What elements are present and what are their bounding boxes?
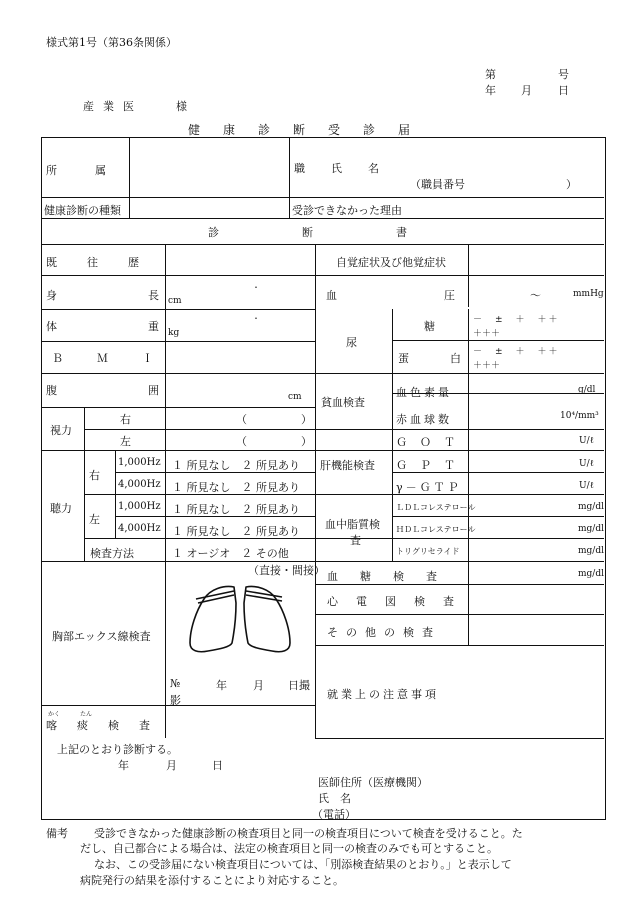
vision-left-close: ）: [301, 435, 312, 448]
hearing-r-1000-result: １ 所見なし ２ 所見あり: [172, 459, 300, 472]
staff-number-label: （職員番号: [410, 178, 465, 191]
vision-left-open: （: [236, 435, 247, 448]
footer-year: 年: [118, 759, 129, 772]
rbc-label: 赤血球数: [396, 413, 452, 426]
urine-sugar-label: 糖: [424, 320, 435, 333]
form-title: 健康診断受診届: [188, 123, 434, 137]
footer-day: 日: [212, 759, 223, 772]
chest-shot: 影: [170, 694, 181, 707]
chest-xray-label: 胸部エックス線検査: [52, 630, 151, 643]
bmi-label: ＢＭＩ: [52, 352, 187, 365]
tg-unit: mg/dl: [578, 546, 604, 556]
doctor-phone-label: （電話）: [312, 808, 356, 821]
urine-sugar-scale: － ± ＋ ＋＋: [473, 315, 560, 325]
addressee: 産業医: [83, 100, 143, 113]
got-label: ＧＯＴ: [396, 436, 468, 449]
vision-left: 左: [120, 435, 131, 448]
hearing-right: 右: [89, 469, 100, 482]
ggtp-label: γ－ＧＴＰ: [396, 481, 462, 494]
hearing-l-1000-result: １ 所見なし ２ 所見あり: [172, 503, 300, 516]
height-label-2: 長: [148, 289, 159, 302]
hearing-r-4000-result: １ 所見なし ２ 所見あり: [172, 481, 300, 494]
hearing-l-4000-result: １ 所見なし ２ 所見あり: [172, 525, 300, 538]
ggtp-unit: U/ℓ: [579, 481, 594, 491]
exam-type-label: 健康診断の種類: [44, 204, 121, 217]
vision-label: 視力: [50, 424, 72, 437]
tg-label: トリグリセライド: [396, 547, 460, 556]
weight-label-1: 体: [46, 320, 57, 333]
hdl-unit: mg/dl: [578, 524, 604, 534]
staff-number-close: ）: [566, 178, 577, 191]
lipid-label-1: 血中脂質検: [325, 518, 380, 531]
diagnosis-statement: 上記のとおり診断する。: [57, 743, 178, 756]
ldl-label: ＬＤＬコレステロール: [396, 503, 476, 512]
addressee-suffix: 様: [176, 100, 187, 113]
anemia-label: 貧血検査: [321, 396, 365, 409]
doctor-address-label: 医師住所（医療機関）: [318, 776, 428, 789]
blood-sugar-unit: mg/dl: [578, 569, 604, 579]
hearing-left: 左: [89, 513, 100, 526]
date-month: 月: [521, 84, 532, 97]
sputum-ruby-2: たん: [80, 711, 93, 718]
missed-reason-label: 受診できなかった理由: [292, 204, 402, 217]
hearing-r-1000: 1,000Hz: [118, 457, 161, 468]
symptoms-label: 自覚症状及び他覚症状: [336, 256, 446, 269]
ldl-unit: mg/dl: [578, 502, 604, 512]
notes-line-4: 病院発行の結果を添付することにより対応すること。: [80, 874, 344, 887]
urine-protein-label-2: 白: [450, 352, 461, 365]
bp-label-1: 血: [326, 289, 337, 302]
lung-diagram-icon: [186, 577, 298, 657]
blood-sugar-label: 血糖検査: [327, 570, 459, 583]
got-unit: U/ℓ: [579, 436, 594, 446]
affiliation-label: 所属: [46, 164, 144, 177]
position-name-label: 職氏名: [294, 162, 405, 175]
vision-right: 右: [120, 413, 131, 426]
height-dot: ・: [252, 283, 260, 292]
date-year: 年: [485, 84, 496, 97]
urine-protein-scale: － ± ＋ ＋＋: [473, 347, 560, 357]
chest-mode: （直接・間接）: [248, 564, 325, 577]
history-label: 既往歴: [46, 256, 169, 269]
bp-tilde: ～: [530, 289, 541, 302]
rbc-unit: 10⁴/mm³: [560, 411, 599, 421]
other-exam-label: その他の検査: [327, 626, 441, 639]
notes-line-1: 受診できなかった健康診断の検査項目と同一の検査項目について検査を受けること。た: [94, 827, 523, 840]
section-title: 診断書: [208, 226, 490, 239]
doc-no-suffix: 号: [558, 68, 569, 81]
date-day: 日: [558, 84, 569, 97]
height-unit: cm: [168, 296, 182, 306]
lipid-label-2: 査: [350, 534, 361, 547]
weight-unit: kg: [168, 328, 180, 338]
form-number: 様式第1号（第36条関係）: [46, 36, 177, 49]
hearing-method-label: 検査方法: [90, 547, 134, 560]
sputum-label: 喀痰検査: [46, 719, 170, 732]
sputum-ruby-1: かく: [48, 711, 61, 718]
chest-month: 月: [253, 679, 264, 692]
vision-right-open: （: [236, 413, 247, 426]
hearing-r-4000: 4,000Hz: [118, 479, 161, 490]
chest-year: 年: [216, 679, 227, 692]
bp-unit: mmHg: [573, 289, 604, 299]
notes-line-2: だし、自己都合による場合は、法定の検査項目と同一の検査のみでも可とすること。: [80, 842, 498, 855]
waist-label-1: 腹: [46, 384, 57, 397]
urine-sugar-scale-2: ＋＋＋: [473, 329, 501, 339]
urine-protein-label-1: 蛋: [398, 352, 409, 365]
hearing-l-1000: 1,000Hz: [118, 501, 161, 512]
hearing-label: 聴力: [50, 502, 72, 515]
weight-dot: ・: [252, 314, 260, 323]
gpt-unit: U/ℓ: [579, 459, 594, 469]
chest-day-shot: 日撮: [288, 679, 310, 692]
hb-label: 血色素量: [396, 386, 452, 399]
doctor-name-label: 氏 名: [318, 792, 351, 805]
doc-no-label: 第: [485, 68, 496, 81]
hearing-l-4000: 4,000Hz: [118, 523, 161, 534]
waist-label-2: 囲: [148, 384, 159, 397]
urine-protein-scale-2: ＋＋＋: [473, 361, 501, 371]
gpt-label: ＧＰＴ: [396, 459, 468, 472]
chest-no-label: №: [170, 677, 181, 690]
work-note-label: 就業上の注意事項: [327, 688, 439, 701]
bp-label-2: 圧: [444, 289, 455, 302]
hdl-label: ＨＤＬコレステロール: [396, 525, 476, 534]
liver-label: 肝機能検査: [320, 459, 375, 472]
hb-unit: g/dl: [578, 385, 596, 395]
footer-month: 月: [166, 759, 177, 772]
notes-line-3: なお、この受診届にない検査項目については、「別添検査結果のとおり。」と表示して: [94, 858, 512, 871]
notes-label: 備考: [46, 827, 68, 840]
vision-right-close: ）: [301, 413, 312, 426]
ecg-label: 心電図検査: [327, 595, 472, 608]
hearing-method-value: １ オージオ ２ その他: [172, 547, 289, 560]
height-label-1: 身: [46, 289, 57, 302]
weight-label-2: 重: [148, 320, 159, 333]
urine-label: 尿: [346, 336, 357, 349]
waist-unit: cm: [288, 392, 302, 402]
